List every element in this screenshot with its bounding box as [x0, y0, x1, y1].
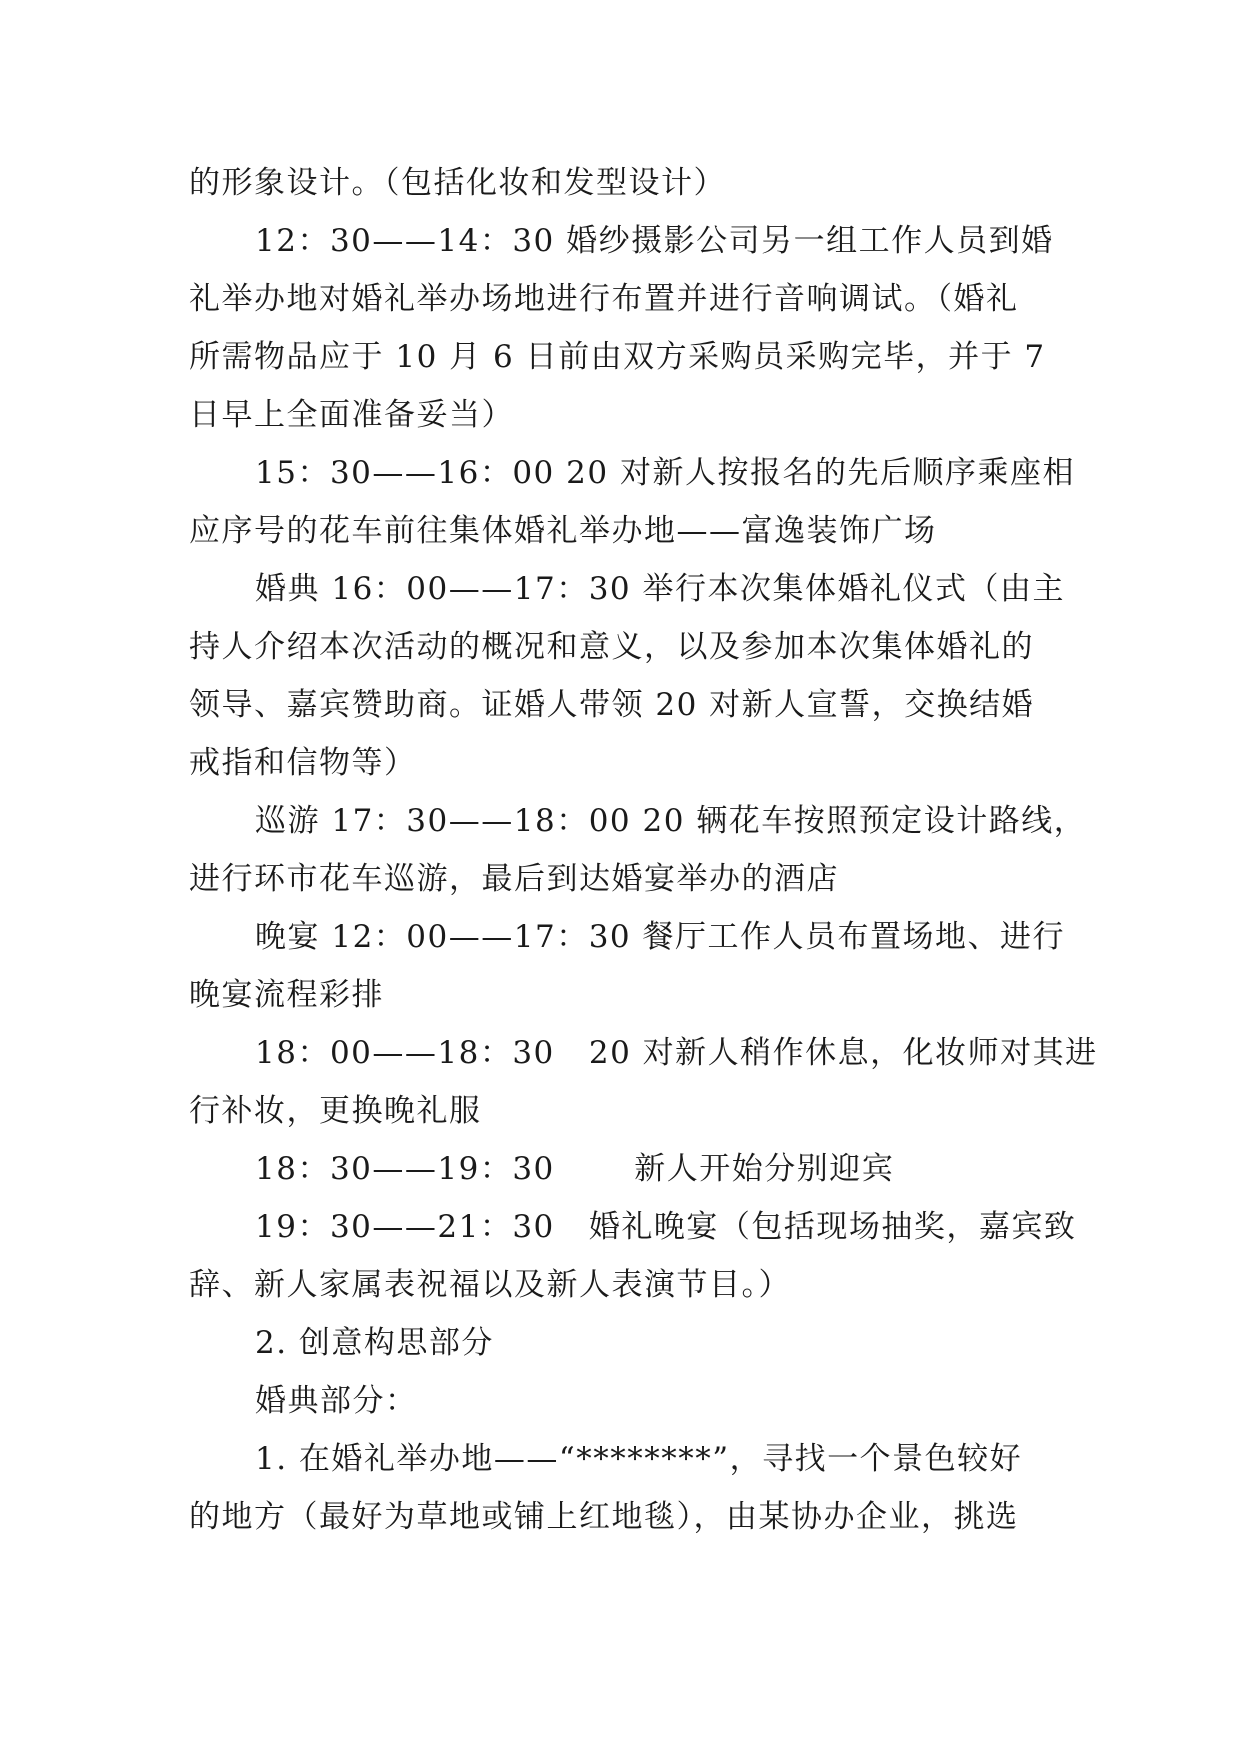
- text-line: 进行环市花车巡游，最后到达婚宴举办的酒店: [189, 861, 839, 897]
- section-heading: 2. 创意构思部分: [255, 1325, 494, 1361]
- text-line: 19：30——21：30 婚礼晚宴（包括现场抽奖，嘉宾致: [255, 1209, 1077, 1245]
- text-line: 15：30——16：00 20 对新人按报名的先后顺序乘座相: [255, 455, 1075, 491]
- text-line: 晚宴流程彩排: [189, 977, 384, 1013]
- text-line: 戒指和信物等）: [189, 745, 417, 781]
- subsection-heading: 婚典部分：: [255, 1383, 418, 1419]
- text-line: 12：30——14：30 婚纱摄影公司另一组工作人员到婚: [255, 223, 1054, 259]
- text-line: 礼举办地对婚礼举办场地进行布置并进行音响调试。（婚礼: [189, 281, 1019, 317]
- text-line: 的地方（最好为草地或铺上红地毯），由某协办企业，挑选: [189, 1499, 1019, 1535]
- text-line: 日早上全面准备妥当）: [189, 397, 514, 433]
- text-line: 所需物品应于 10 月 6 日前由双方采购员采购完毕，并于 7: [189, 339, 1046, 375]
- text-line: 辞、新人家属表祝福以及新人表演节目。）: [189, 1267, 791, 1303]
- text-line: 18：30——19：30 新人开始分别迎宾: [255, 1151, 895, 1187]
- text-line: 晚宴 12：00——17：30 餐厅工作人员布置场地、进行: [255, 919, 1065, 955]
- document-body: [189, 154, 1098, 1546]
- text-line: 应序号的花车前往集体婚礼举办地——富逸装饰广场: [189, 513, 937, 549]
- text-line: 行补妆，更换晚礼服: [189, 1093, 482, 1129]
- text-line: 婚典 16：00——17：30 举行本次集体婚礼仪式（由主: [255, 571, 1065, 607]
- text-line: 1. 在婚礼举办地——“********”，寻找一个景色较好: [255, 1441, 1023, 1477]
- text-line: 巡游 17：30——18：00 20 辆花车按照预定设计路线，: [255, 803, 1087, 839]
- text-line: 领导、嘉宾赞助商。证婚人带领 20 对新人宣誓，交换结婚: [189, 687, 1035, 723]
- text-line: 持人介绍本次活动的概况和意义，以及参加本次集体婚礼的: [189, 629, 1034, 665]
- text-line: 的形象设计。（包括化妆和发型设计）: [189, 165, 726, 201]
- text-line: 18：00——18：30 20 对新人稍作休息，化妆师对其进: [255, 1035, 1098, 1071]
